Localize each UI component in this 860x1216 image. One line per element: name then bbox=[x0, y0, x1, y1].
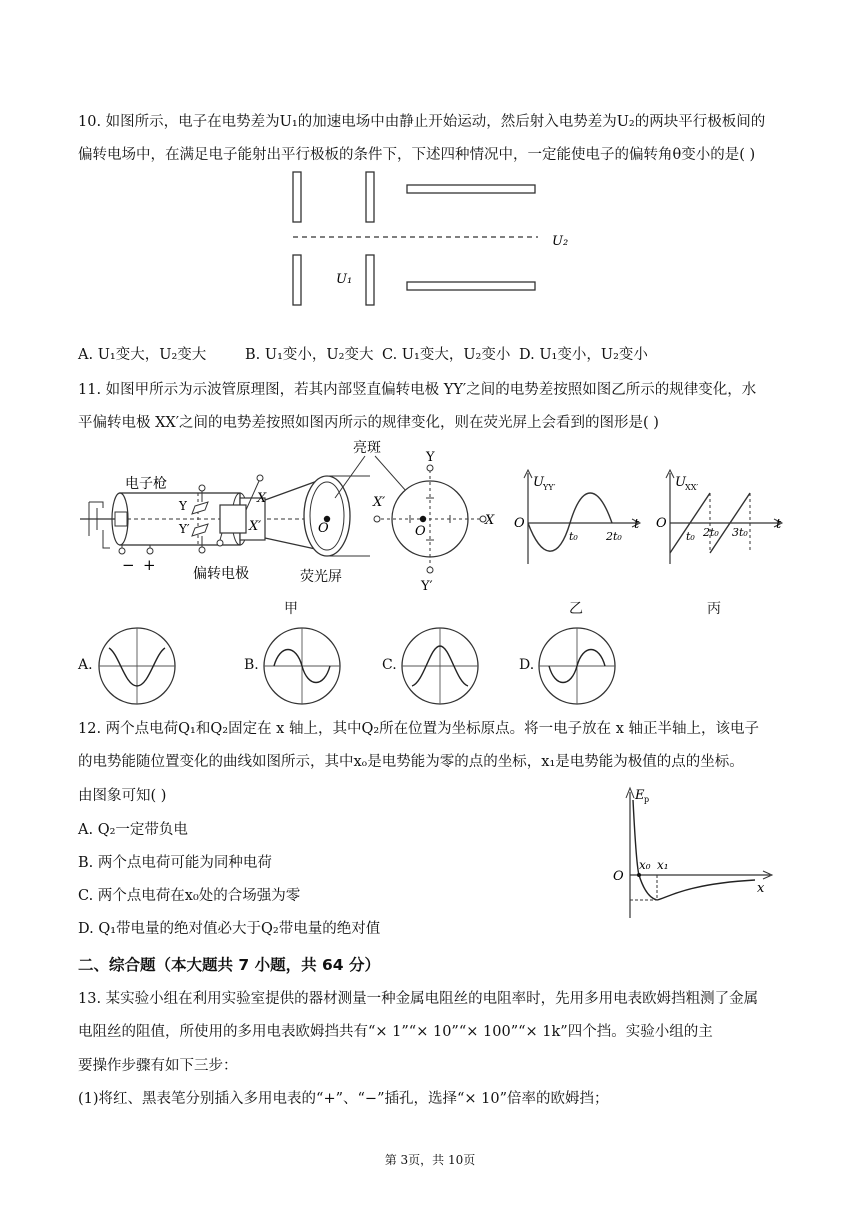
q11-stem-line1: 11. 如图甲所示为示波管原理图，若其内部竖直偏转电极 YY′之间的电势差按照如图乙所示的规律变化，水 bbox=[78, 382, 757, 398]
x1-label: x₁ bbox=[657, 858, 669, 872]
q11-option-b-figure[interactable] bbox=[260, 624, 344, 708]
q10-stem-line1: 10. 如图所示，电子在电势差为U₁的加速电场中由静止开始运动，然后射入电势差为U₂的两块平行极板间的 bbox=[78, 114, 766, 130]
bing-2t0-label: 2t₀ bbox=[703, 526, 719, 539]
q12-stem-line1: 12. 两个点电荷Q₁和Q₂固定在 x 轴上，其中Q₂所在位置为坐标原点。将一电子放在 x 轴正半轴上，该电子 bbox=[78, 721, 760, 737]
fig-jia-caption: 甲 bbox=[284, 601, 298, 617]
q10-option-b[interactable]: B. U₁变小，U₂变大 bbox=[245, 347, 374, 363]
q11-option-a-figure[interactable] bbox=[95, 624, 179, 708]
q10-deflect-plate-top bbox=[407, 185, 535, 193]
q10-plate-left-top bbox=[293, 172, 301, 222]
q10-plate-left-bottom bbox=[293, 255, 301, 305]
q10-plate-right-top bbox=[366, 172, 374, 222]
q11-figure-jia bbox=[75, 438, 505, 618]
q10-option-a[interactable]: A. U₁变大，U₂变大 bbox=[78, 347, 207, 363]
deflect-y-label: Y bbox=[179, 499, 187, 513]
q10-deflect-plate-bottom bbox=[407, 282, 535, 290]
q12-option-a[interactable]: A. Q₂一定带负电 bbox=[78, 822, 188, 838]
x0-label: x₀ bbox=[639, 858, 651, 872]
electron-gun-label: 电子枪 bbox=[125, 476, 167, 492]
fig-yi-caption: 乙 bbox=[569, 601, 583, 617]
q11-option-b-label[interactable]: B. bbox=[244, 657, 259, 673]
q12-option-c[interactable]: C. 两个点电荷在x₀处的合场强为零 bbox=[78, 888, 301, 904]
q11-figure-yi bbox=[506, 468, 646, 568]
yi-2t0-label: 2t₀ bbox=[606, 530, 622, 543]
ep-x-label: x bbox=[757, 881, 765, 896]
screen-xprime-label: X′ bbox=[373, 495, 386, 510]
uyy-sub-label: YY′ bbox=[543, 483, 556, 492]
q13-stem-line2: 电阻丝的阻值，所使用的多用电表欧姆挡共有“× 1”“× 10”“× 100”“× 1k”四个挡。实验小组的主 bbox=[78, 1024, 713, 1040]
q12-stem-line2: 的电势能随位置变化的曲线如图所示，其中xₒ是电势能为零的点的坐标，x₁是电势能为极值的点的坐标。 bbox=[78, 754, 744, 770]
ep-label: E bbox=[635, 788, 645, 803]
q13-stem-line1: 13. 某实验小组在利用实验室提供的器材测量一种金属电阻丝的电阻率时，先用多用电表欧姆挡粗测了金属 bbox=[78, 991, 759, 1007]
q12-ep-graph bbox=[605, 780, 785, 930]
uxx-sub-label: XX′ bbox=[685, 483, 699, 492]
uyy-label: U bbox=[533, 475, 544, 490]
yi-t0-label: t₀ bbox=[569, 530, 578, 543]
q11-figure-bing bbox=[648, 468, 788, 568]
q12-option-b[interactable]: B. 两个点电荷可能为同种电荷 bbox=[78, 855, 272, 871]
gun-plus-label: + bbox=[143, 556, 156, 574]
deflection-label: 偏转电极 bbox=[193, 566, 249, 582]
deflect-x-label: X bbox=[257, 491, 267, 506]
q10-figure bbox=[280, 165, 580, 315]
page-footer: 第 3页，共 10页 bbox=[384, 1153, 476, 1167]
yi-origin-label: O bbox=[514, 516, 525, 531]
screen-yprime-label: Y′ bbox=[421, 579, 433, 594]
q11-option-a-label[interactable]: A. bbox=[78, 657, 93, 673]
bright-spot-label: 亮斑 bbox=[353, 440, 381, 456]
bing-t-label: t bbox=[776, 517, 782, 532]
q11-option-c-figure[interactable] bbox=[398, 624, 482, 708]
screen-label: 荧光屏 bbox=[300, 569, 342, 585]
bing-3t0-label: 3t₀ bbox=[732, 526, 748, 539]
q10-option-d[interactable]: D. U₁变小，U₂变小 bbox=[519, 347, 648, 363]
bing-t0-label: t₀ bbox=[686, 530, 695, 543]
deflect-xprime-label: X′ bbox=[249, 519, 262, 534]
q13-stem-line3: 要操作步骤有如下三步： bbox=[78, 1058, 238, 1074]
gun-minus-label: − bbox=[122, 556, 135, 574]
q10-stem-line2: 偏转电场中，在满足电子能射出平行极板的条件下，下述四种情况中，一定能使电子的偏转角θ变小的是( ) bbox=[78, 147, 756, 163]
screen-origin-label: O bbox=[318, 521, 329, 536]
bing-origin-label: O bbox=[656, 516, 667, 531]
screen-x-label: X bbox=[485, 513, 495, 528]
q10-u1-label: U₁ bbox=[336, 272, 353, 287]
q11-option-c-label[interactable]: C. bbox=[382, 657, 397, 673]
q11-option-d-label[interactable]: D. bbox=[519, 657, 535, 673]
yi-t-label: t bbox=[634, 517, 640, 532]
q10-plate-right-bottom bbox=[366, 255, 374, 305]
q13-step1: (1)将红、黑表笔分别插入多用电表的“+”、“−”插孔，选择“× 10”倍率的欧姆挡； bbox=[78, 1091, 609, 1107]
deflect-yprime-label: Y′ bbox=[179, 522, 190, 536]
ep-sub-label: p bbox=[644, 795, 650, 804]
q11-option-d-figure[interactable] bbox=[535, 624, 619, 708]
q11-stem-line2: 平偏转电极 XX′之间的电势差按照如图丙所示的规律变化，则在荧光屏上会看到的图形是( ) bbox=[78, 415, 659, 431]
screen-o-label: O bbox=[415, 524, 426, 539]
q12-option-d[interactable]: D. Q₁带电量的绝对值必大于Q₂带电量的绝对值 bbox=[78, 921, 381, 937]
ep-origin-label: O bbox=[613, 869, 624, 884]
fig-bing-caption: 丙 bbox=[707, 601, 721, 617]
q10-option-c[interactable]: C. U₁变大，U₂变小 bbox=[382, 347, 511, 363]
q12-stem-line3: 由图象可知( ) bbox=[78, 788, 167, 804]
screen-y-label: Y bbox=[426, 450, 435, 465]
q10-u2-label: U₂ bbox=[552, 234, 569, 249]
uxx-label: U bbox=[675, 475, 686, 490]
section-title: 二、综合题（本大题共 7 小题，共 64 分） bbox=[78, 956, 380, 974]
